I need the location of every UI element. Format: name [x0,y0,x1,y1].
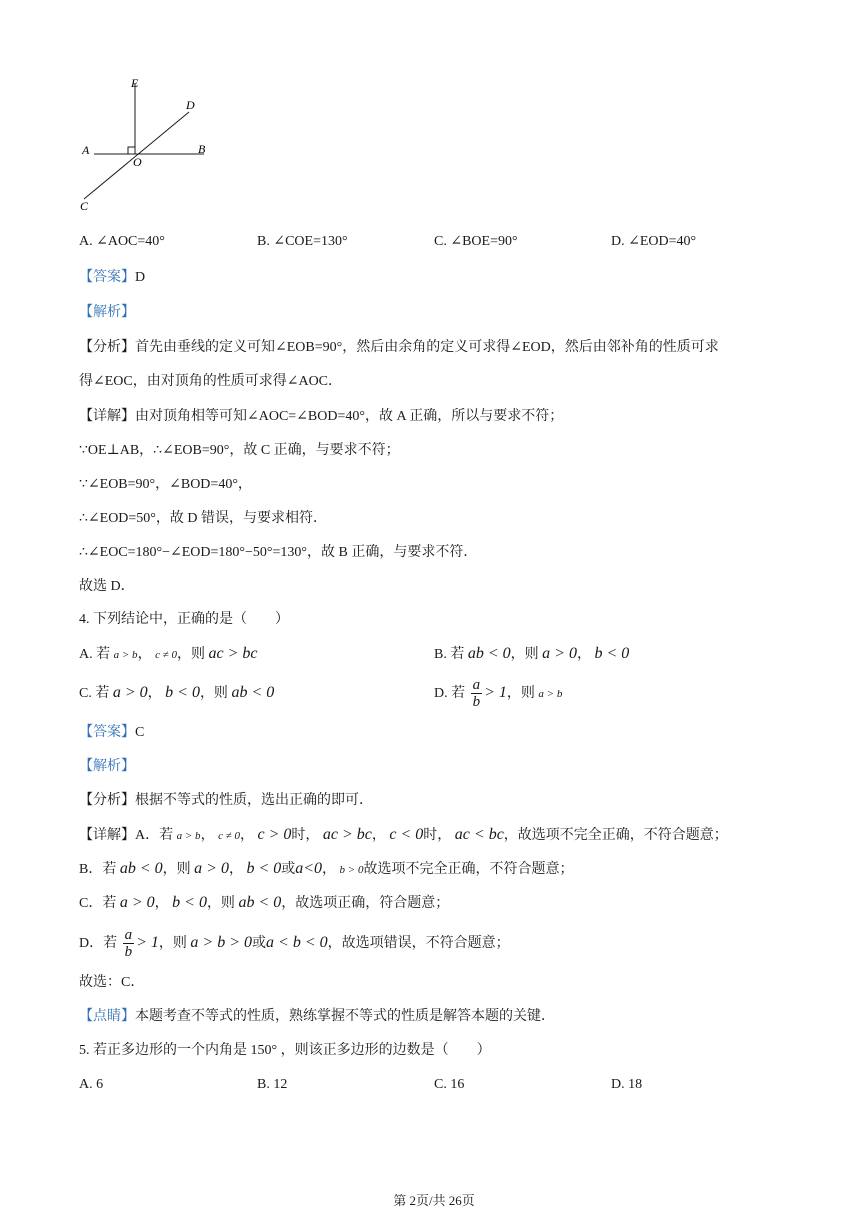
math-expr: c < 0 [389,826,424,843]
q4-fenxi [79,791,373,811]
q4-answer [79,723,144,743]
text: ， [239,828,254,843]
math-expr: a > b [176,830,201,842]
math-expr: a > b > 0 [190,934,253,951]
text: ， [371,828,386,843]
fenxi-text: 首先由垂线的定义可知∠EOB=90°，然后由余角的定义可求得∠EOD，然后由邻补角的性质可求 [135,340,719,355]
q4-detail-d [79,926,510,961]
q3-line-3: ∵∠EOB=90°，∠BOD=40°， [79,477,252,492]
math-expr: ab < 0 [231,684,275,701]
q4-option-c [79,683,274,704]
q3-line-2: ∵OE⊥AB，∴∠EOB=90°，故 C 正确，与要求不符； [79,443,400,458]
q4-dianjing [79,1007,555,1027]
math-expr: ac > bc [208,645,258,662]
answer-tag: 【答案】 [79,270,135,285]
q5-option-b: B. 12 [257,1077,288,1092]
xiangjie-tag: 【详解】 [79,409,135,424]
q3-line-4: ∴∠EOD=50°，故 D 错误，与要求相符． [79,511,328,526]
then: ，则 [199,686,228,701]
text: 或 [281,862,296,877]
text: 或 [252,936,267,951]
opt-prefix: C. 若 [79,686,110,701]
right-angle-mark [128,147,135,154]
fenxi-text: 根据不等式的性质，选出正确的即可． [135,793,373,808]
answer-value: D [135,270,146,285]
fenxi-tag: 【分析】 [79,793,135,808]
numerator: a [124,927,133,944]
math-expr: a > 0 [119,894,155,911]
text: ， [200,828,215,843]
analysis-tag: 【解析】 [79,759,135,774]
q3-fenxi-line2: 得∠EOC，由对顶角的性质可求得∠AOC． [79,374,343,389]
text: ，则 [206,896,235,911]
math-expr: ab < 0 [119,860,163,877]
q5-option-d: D. 18 [611,1077,643,1092]
text: ， [322,862,337,877]
then: ，则 [176,647,205,662]
label-o: O [133,155,142,169]
q3-option-c: C. ∠BOE=90° [434,234,518,249]
text: 时， [423,828,452,843]
q3-fenxi-line1 [79,338,719,358]
math-expr: b > 0 [339,864,364,876]
math-expr: ac < bc [454,826,504,843]
q5-stem: 5. 若正多边形的一个内角是 150° ，则该正多边形的边数是（ ） [79,1043,491,1058]
page-footer: 第 2页/共 26页 [393,1193,475,1208]
math-expr: b < 0 [246,860,282,877]
sep: ， [576,647,591,662]
q3-line-5: ∴∠EOC=180°−∠EOD=180°−50°=130°，故 B 正确，与要求不符． [79,545,478,560]
math-expr: a > 0 [112,684,148,701]
text: ， [228,862,243,877]
label-c: C [80,199,89,213]
q4-detail-c [79,893,449,914]
q3-option-b: B. ∠COE=130° [257,234,348,249]
text: ，故选项不完全正确，不符合题意； [503,828,728,843]
text: A．若 [135,828,174,843]
opt-prefix: B. 若 [434,647,465,662]
math-expr: a > 0 [194,860,229,877]
sep: ， [147,686,162,701]
fraction [471,677,483,710]
label-b: B [198,142,206,156]
answer-value: C [135,725,145,740]
fraction [123,927,135,960]
math-expr: ab < 0 [467,645,511,662]
analysis-tag: 【解析】 [79,305,135,320]
text: C．若 [79,896,117,911]
math-expr: a > b [538,688,563,700]
math-expr: c ≠ 0 [155,649,177,661]
numerator: a [472,677,481,694]
q3-answer [79,268,145,288]
q4-option-a [79,644,257,665]
then: ，则 [506,686,535,701]
q4-stem: 4. 下列结论中，正确的是（ ） [79,612,289,627]
answer-tag: 【答案】 [79,725,135,740]
q3-option-d: D. ∠EOD=40° [611,234,697,249]
math-expr: > 1 [136,934,159,951]
text: 时， [291,828,320,843]
math-expr: ab < 0 [238,894,282,911]
q3-xiangjie-line1 [79,407,563,427]
denominator: b [472,694,481,711]
text: D．若 [79,936,118,951]
geometry-figure [76,72,216,217]
label-d: D [186,98,195,112]
dianjing-text: 本题考查不等式的性质，熟练掌握不等式的性质是解答本题的关键． [135,1009,555,1024]
text: ， [154,896,169,911]
math-expr: b < 0 [172,894,207,911]
denominator: b [124,944,133,961]
q4-option-b [434,644,629,665]
math-expr: a > 0 [542,645,577,662]
sep: ， [137,647,152,662]
opt-prefix: D. 若 [434,686,466,701]
fenxi-tag: 【分析】 [79,340,135,355]
text: ，故选项正确，符合题意； [281,896,450,911]
xiangjie-tag: 【详解】 [79,828,135,843]
q4-final: 故选：C． [79,975,145,990]
text: ，故选项错误，不符合题意； [327,936,510,951]
q5-option-c: C. 16 [434,1077,465,1092]
xiangjie-text: 由对顶角相等可知∠AOC=∠BOD=40°，故 A 正确，所以与要求不符； [135,409,564,424]
q4-option-d [434,676,562,711]
dianjing-tag: 【点睛】 [79,1009,135,1024]
opt-prefix: A. 若 [79,647,111,662]
math-expr: c > 0 [257,826,292,843]
text: ，则 [158,936,187,951]
math-expr: ac > bc [322,826,372,843]
label-e: E [131,76,139,90]
text: B．若 [79,862,117,877]
label-a: A [82,143,90,157]
text: 故选项不完全正确，不符合题意； [363,862,574,877]
math-expr: c ≠ 0 [218,830,240,842]
q3-line-6: 故选 D． [79,579,135,594]
math-expr: > 1 [484,684,507,701]
math-expr: b < 0 [594,645,630,662]
q4-detail-a [79,825,728,846]
math-expr: a<0 [295,860,323,877]
then: ，则 [510,647,539,662]
q3-analysis-heading [79,303,135,323]
q3-option-a: A. ∠AOC=40° [79,234,165,249]
math-expr: a < b < 0 [266,934,328,951]
math-expr: b < 0 [165,684,200,701]
text: ，则 [162,862,191,877]
q5-option-a: A. 6 [79,1077,104,1092]
q4-analysis-heading [79,757,135,777]
q4-detail-b [79,859,573,880]
math-expr: a > b [113,649,138,661]
